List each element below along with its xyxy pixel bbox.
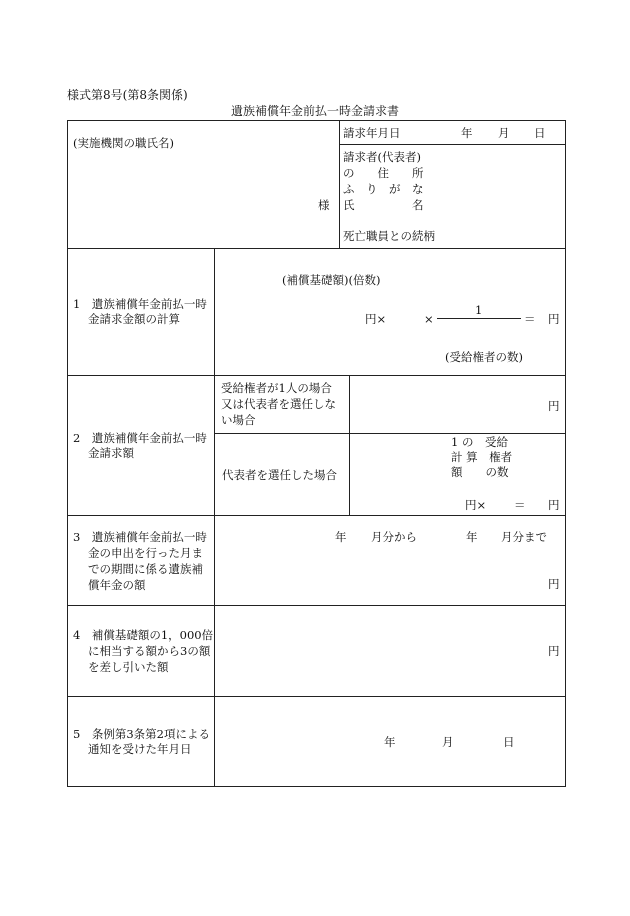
- row3-label-line2: 金の申出を行った月ま: [88, 546, 203, 560]
- row3-yen: 円: [548, 577, 560, 591]
- row3-label-line1: 3 遺族補償年金前払一時: [73, 530, 207, 544]
- row3-to-year: 年: [466, 530, 478, 544]
- row3-from-month: 月分から: [371, 530, 417, 544]
- case-single-line1: 受給権者が1人の場合: [221, 381, 332, 395]
- per-person-line3: 額 の数: [451, 465, 509, 479]
- furigana-label: ふ り が な: [343, 182, 424, 196]
- row1-numerator: 1: [475, 303, 483, 317]
- case-representative: 代表者を選任した場合: [222, 468, 337, 482]
- single-case-yen: 円: [548, 399, 560, 413]
- row5-label-line2: 通知を受けた年月日: [88, 742, 192, 756]
- row4-label-line3: を差し引いた額: [88, 660, 169, 674]
- row4-yen: 円: [548, 644, 560, 658]
- row1-yen: 円: [548, 312, 560, 326]
- row1-label-line2: 金請求金額の計算: [88, 312, 180, 326]
- row2-label-line2: 金請求額: [88, 446, 134, 460]
- row5-label-line1: 5 条例第3条第2項による: [73, 727, 210, 741]
- row4-label-line2: に相当する額から3の額: [88, 644, 211, 658]
- rep-yen-times: 円×: [465, 498, 487, 512]
- claimant-label: 請求者(代表者): [343, 150, 421, 164]
- request-date-day: 日: [534, 126, 546, 140]
- row4-label-line1: 4 補償基礎額の1，000倍: [73, 628, 214, 642]
- rep-yen: 円: [548, 498, 560, 512]
- case-single-line2: 又は代表者を選任しな: [221, 397, 336, 411]
- request-date-year: 年: [461, 126, 473, 140]
- row3-to-month: 月分まで: [501, 530, 547, 544]
- basic-amount-caption: (補償基礎額)(倍数): [282, 273, 381, 287]
- row5-month: 月: [442, 735, 454, 749]
- row1-label-line1: 1 遺族補償年金前払一時: [73, 297, 207, 311]
- per-person-line1: 1 の 受給: [451, 435, 508, 449]
- row1-equals: ＝: [524, 312, 536, 326]
- fraction-bar: [437, 318, 521, 319]
- row5-year: 年: [384, 735, 396, 749]
- row1-times: ×: [424, 312, 434, 326]
- address-label: の 住 所: [343, 166, 424, 180]
- form-title: 遺族補償年金前払一時金請求書: [230, 104, 399, 118]
- rep-equals: ＝: [514, 498, 526, 512]
- honorific-sama: 様: [318, 198, 330, 212]
- row3-label-line3: での期間に係る遺族補: [88, 562, 203, 576]
- row2-label-line1: 2 遺族補償年金前払一時: [73, 431, 207, 445]
- recipient-label: (実施機関の職氏名): [73, 136, 174, 150]
- request-date-label: 請求年月日: [343, 126, 401, 140]
- name-label: 氏 名: [343, 198, 424, 212]
- row1-yen-times: 円×: [365, 312, 387, 326]
- denominator-caption: (受給権者の数): [445, 350, 523, 364]
- per-person-line2: 計 算 権者: [451, 450, 513, 464]
- row5-day: 日: [503, 735, 515, 749]
- form-number: 様式第8号(第8条関係): [67, 88, 188, 102]
- relation-label: 死亡職員との続柄: [343, 229, 435, 243]
- row3-label-line4: 償年金の額: [88, 578, 146, 592]
- case-single-line3: い場合: [221, 413, 256, 427]
- row3-from-year: 年: [335, 530, 347, 544]
- request-date-month: 月: [498, 126, 510, 140]
